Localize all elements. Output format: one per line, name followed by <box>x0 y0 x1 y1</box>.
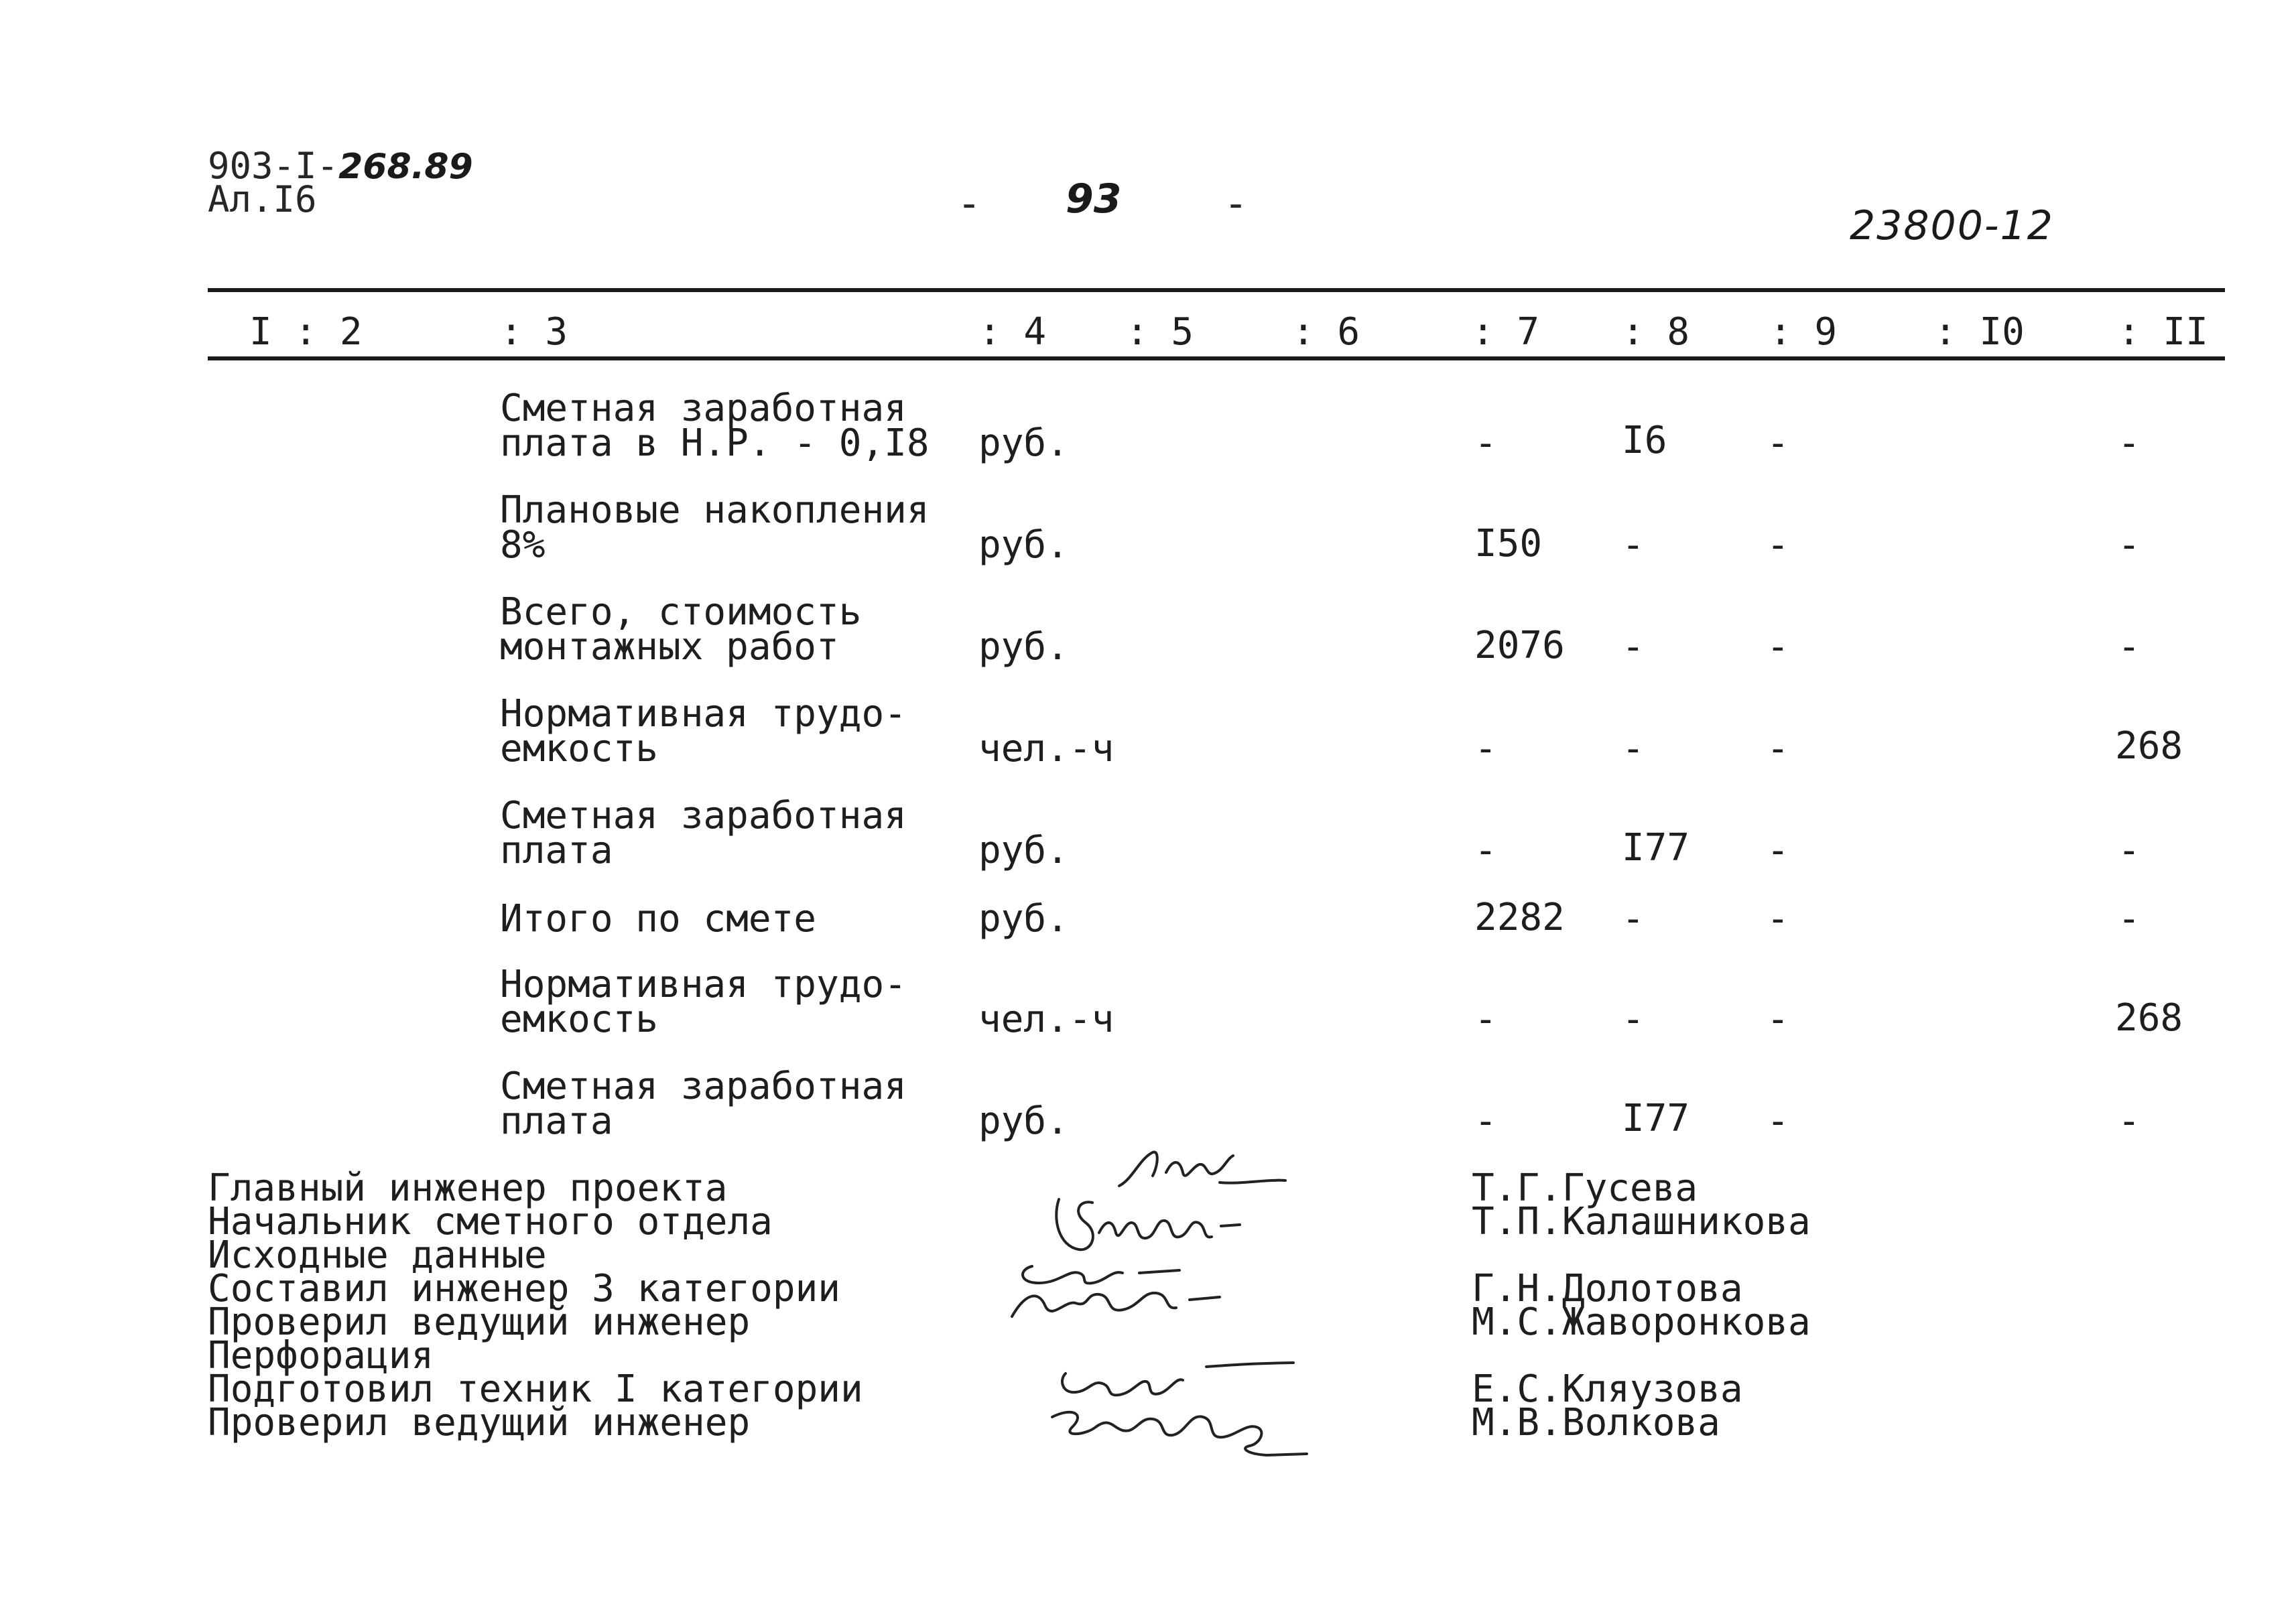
row-name: Сметная заработная плата в Н.Р. - 0,I8 <box>500 387 930 465</box>
row-col11: 268 <box>2115 996 2183 1040</box>
row-name: Сметная заработная плата <box>500 794 907 872</box>
row-col7: 2076 <box>1474 624 1565 667</box>
row-col9: - <box>1767 727 1789 770</box>
row-col8: I77 <box>1622 1097 1690 1140</box>
row-col9: - <box>1767 1099 1789 1143</box>
row-name: Плановые накопления 8% <box>500 488 930 567</box>
document-code-handwritten: 268.89 <box>338 147 473 187</box>
col-header-4: : 4 <box>978 310 1047 354</box>
row-col8: I77 <box>1622 826 1690 870</box>
document-code-typed: 903-I- <box>208 145 339 187</box>
row-col8: - <box>1622 727 1645 770</box>
row-col11: - <box>2118 829 2141 872</box>
row-col9: - <box>1767 625 1789 669</box>
row-col7: I50 <box>1474 522 1543 565</box>
row-name: Итого по смете <box>500 897 817 941</box>
row-col9: - <box>1767 421 1789 465</box>
table-top-rule <box>208 288 2225 292</box>
row-unit: руб. <box>978 829 1069 872</box>
name-line: М.С.Жаворонкова <box>1472 1300 1811 1344</box>
row-col9: - <box>1767 523 1789 567</box>
row-col9: - <box>1767 998 1789 1041</box>
signature-3-image <box>1005 1253 1233 1327</box>
role-line: Проверил ведущий инженер <box>208 1401 751 1444</box>
signature-4-image <box>1045 1360 1327 1467</box>
row-col9: - <box>1767 829 1789 872</box>
name-line: М.В.Волкова <box>1472 1401 1720 1444</box>
col-header-8: : 8 <box>1622 310 1690 354</box>
col-header-7: : 7 <box>1472 310 1540 354</box>
row-unit: руб. <box>978 1099 1069 1143</box>
row-name: Нормативная трудо- емкость <box>500 963 907 1041</box>
table-header-rule <box>208 356 2225 360</box>
row-col11: 268 <box>2115 724 2183 768</box>
role-line: Подготовил техник I категории <box>208 1367 863 1411</box>
role-line: Главный инженер проекта <box>208 1166 728 1210</box>
col-header-1-2: I : 2 <box>249 310 363 354</box>
row-unit: руб. <box>978 421 1069 465</box>
row-col11: - <box>2118 421 2141 465</box>
col-header-9: : 9 <box>1769 310 1838 354</box>
row-col7: - <box>1474 829 1497 872</box>
role-line: Перфорация <box>208 1334 434 1377</box>
document-number: 23800-12 <box>1850 202 2054 249</box>
row-unit: руб. <box>978 897 1069 941</box>
name-line: Т.П.Калашникова <box>1472 1200 1811 1243</box>
page-number: 93 <box>1066 176 1122 222</box>
row-col8: - <box>1622 998 1645 1041</box>
col-header-11: : II <box>2118 310 2208 354</box>
row-col8: - <box>1622 897 1645 941</box>
col-header-6: : 6 <box>1292 310 1360 354</box>
row-col7: - <box>1474 727 1497 770</box>
row-col8: I6 <box>1622 419 1667 462</box>
row-col11: - <box>2118 625 2141 669</box>
row-col7: - <box>1474 998 1497 1041</box>
name-line: Т.Г.Гусева <box>1472 1166 1698 1210</box>
row-unit: руб. <box>978 523 1069 567</box>
page-dash-right: - <box>1224 180 1249 227</box>
role-line: Составил инженер 3 категории <box>208 1267 841 1310</box>
role-line: Начальник сметного отдела <box>208 1200 773 1243</box>
row-col11: - <box>2118 897 2141 941</box>
signature-2-image <box>1045 1186 1247 1260</box>
row-col9: - <box>1767 897 1789 941</box>
row-col11: - <box>2118 523 2141 567</box>
row-col7: - <box>1474 421 1497 465</box>
row-unit: руб. <box>978 625 1069 669</box>
row-col8: - <box>1622 625 1645 669</box>
row-unit: чел.-ч <box>978 727 1114 770</box>
row-name: Нормативная трудо- емкость <box>500 692 907 770</box>
role-line: Исходные данные <box>208 1233 547 1277</box>
col-header-5: : 5 <box>1126 310 1194 354</box>
row-col11: - <box>2118 1099 2141 1143</box>
row-col8: - <box>1622 523 1645 567</box>
name-line: Г.Н.Долотова <box>1472 1267 1743 1310</box>
row-name: Сметная заработная плата <box>500 1065 907 1143</box>
row-col7: - <box>1474 1099 1497 1143</box>
row-col7: 2282 <box>1474 896 1565 939</box>
role-line: Проверил ведущий инженер <box>208 1300 751 1344</box>
name-line: Е.С.Кляузова <box>1472 1367 1743 1411</box>
page-dash-left: - <box>957 180 982 227</box>
row-unit: чел.-ч <box>978 998 1114 1041</box>
col-header-3: : 3 <box>500 310 568 354</box>
col-header-10: : I0 <box>1934 310 2025 354</box>
row-name: Всего, стоимость монтажных работ <box>500 590 862 669</box>
sheet-label: Ал.I6 <box>208 178 317 220</box>
